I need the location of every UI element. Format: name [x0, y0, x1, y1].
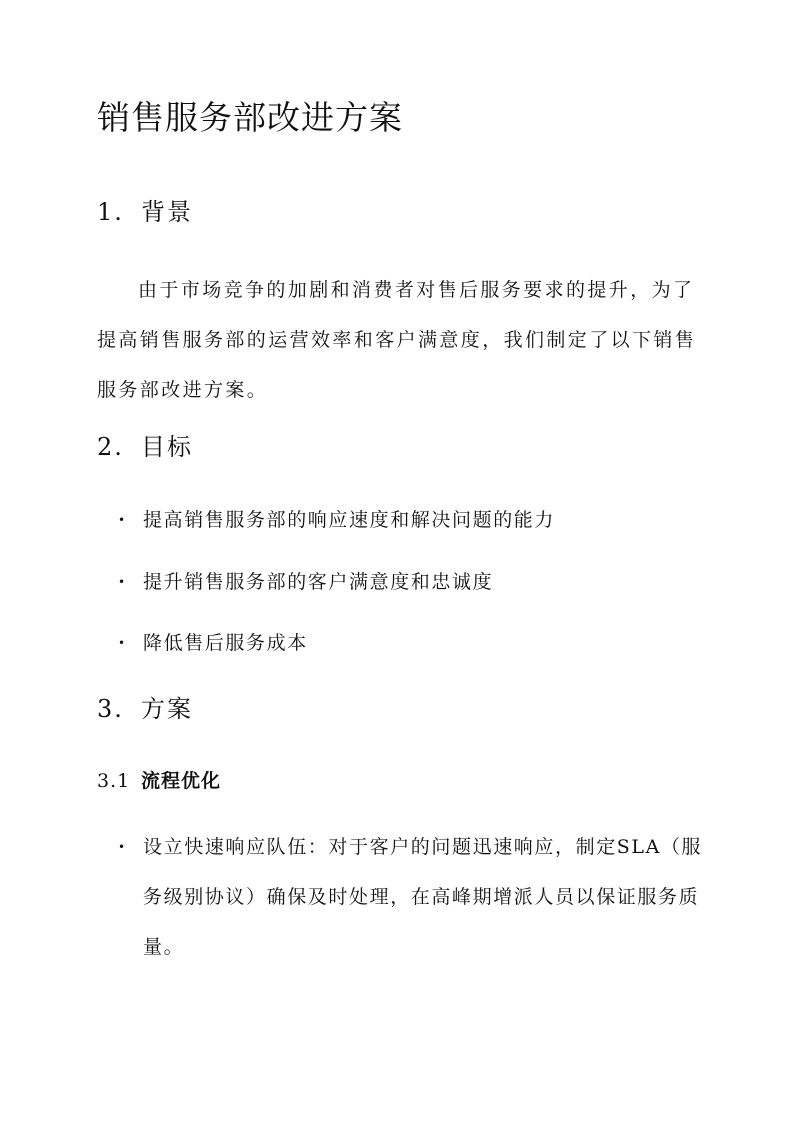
- section-heading-goals: [97, 430, 193, 464]
- bullet-icon: •: [118, 840, 127, 854]
- section-title: 方案: [141, 695, 193, 723]
- list-item: [118, 822, 708, 972]
- list-item-text: 提升销售服务部的客户满意度和忠诚度: [143, 571, 494, 593]
- subsection-title: 流程优化: [141, 770, 222, 792]
- section-number: 3.: [97, 695, 124, 723]
- section-number: 2.: [97, 433, 124, 461]
- section-number: 1.: [97, 198, 124, 226]
- background-paragraph: 由于市场竞争的加剧和消费者对售后服务要求的提升，为了提高销售服务部的运营效率和客户满意度，我们制定了以下销售服务部改进方案。: [97, 279, 697, 401]
- subsection-heading-process: [97, 766, 221, 796]
- section-title: 背景: [141, 198, 193, 226]
- list-item: [118, 495, 708, 545]
- list-item: [118, 618, 708, 668]
- section-title: 目标: [141, 433, 193, 461]
- section-heading-plan: [97, 692, 193, 726]
- list-item-text: 提高销售服务部的响应速度和解决问题的能力: [143, 509, 556, 531]
- bullet-icon: •: [118, 513, 127, 527]
- subsection-number: 3.1: [97, 770, 131, 792]
- list-item-text: 设立快速响应队伍：对于客户的问题迅速响应，制定SLA（服务级别协议）确保及时处理，在高峰期增派人员以保证服务质量。: [143, 836, 703, 958]
- list-item: [118, 557, 708, 607]
- document-title: 销售服务部改进方案: [97, 98, 403, 137]
- section-heading-background: [97, 195, 193, 229]
- list-item-text: 降低售后服务成本: [143, 632, 308, 654]
- bullet-icon: •: [118, 636, 127, 650]
- bullet-icon: •: [118, 575, 127, 589]
